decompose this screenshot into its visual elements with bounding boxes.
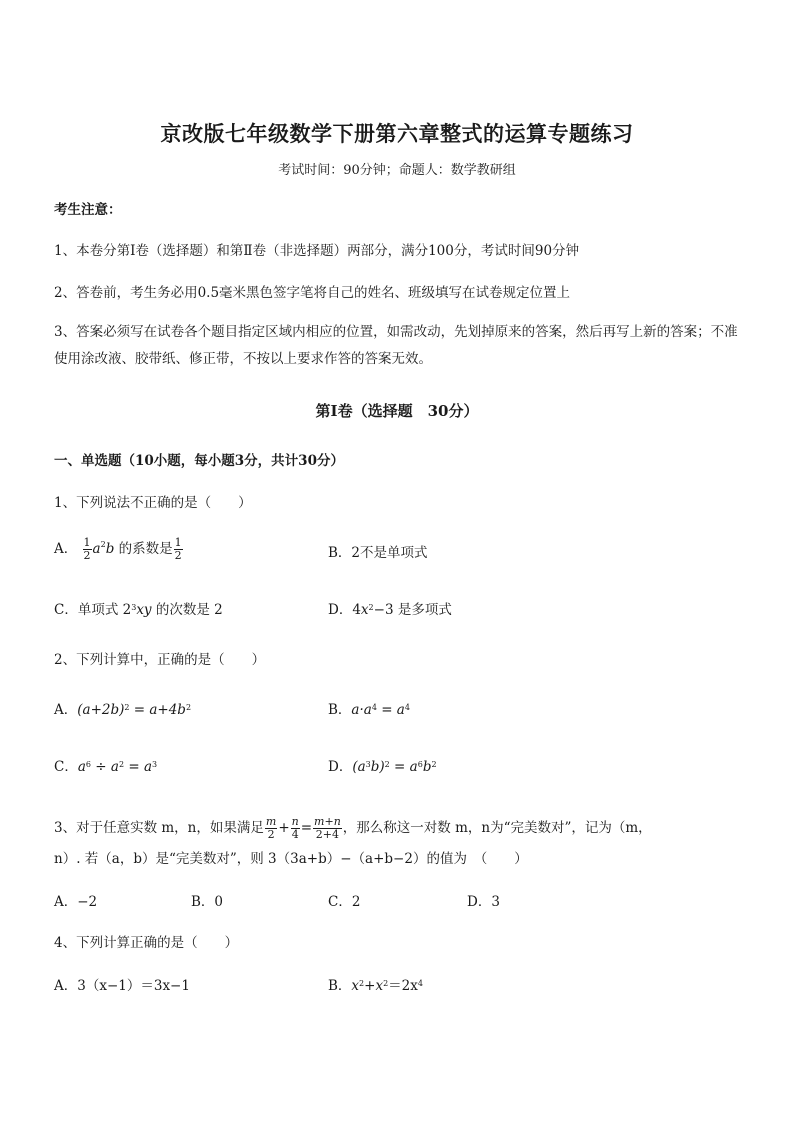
fraction: $\frac{m+n}{2+4}$: [314, 815, 341, 841]
q3-option-b[interactable]: B．0: [191, 894, 224, 910]
q3-option-c[interactable]: C．2: [328, 894, 361, 910]
notice-item-1: 1、本卷分第Ⅰ卷（选择题）和第Ⅱ卷（非选择题）两部分，满分100分，考试时间90分钟: [54, 243, 580, 259]
q2-option-d[interactable]: D．$(a^3b)^2 = a^6b^2$: [328, 759, 437, 775]
question-3-stem: 3、对于任意实数 m，n，如果满足 $\frac{m}{2}$ + $\frac{n}{4}$ = $\frac{m+n}{2+4}$ ，那么称这一对数 m，n为“完美数对”，记为（m，: [54, 815, 652, 841]
q2-option-c[interactable]: C．$a^6 \div a^2 = a^3$: [54, 759, 158, 775]
fraction: $\frac{1}{2}$: [83, 536, 91, 562]
exam-info: 考试时间：90分钟；命题人：数学教研组: [278, 163, 516, 178]
q1-option-a[interactable]: A． $\frac{1}{2}$ $a^2b$ 的系数是 $\frac{1}{2}$: [54, 536, 182, 562]
notice-heading: 考生注意：: [54, 202, 122, 218]
q1-option-c[interactable]: C．单项式 $2^3xy$ 的次数是 2: [54, 602, 223, 618]
fraction: $\frac{m}{2}$: [265, 815, 277, 841]
question-4-stem: 4、下列计算正确的是（ ）: [54, 935, 239, 951]
q3-option-a[interactable]: A．−2: [54, 894, 98, 910]
section-title: 第Ⅰ卷（选择题 30分）: [315, 402, 479, 420]
part-heading: 一、单选题（10小题，每小题3分，共计30分）: [54, 453, 344, 469]
notice-item-2: 2、答卷前，考生务必用0.5毫米黑色签字笔将自己的姓名、班级填写在试卷规定位置上: [54, 285, 571, 301]
option-label: A．: [54, 541, 78, 557]
q1-option-b[interactable]: B．2不是单项式: [328, 545, 428, 561]
q2-option-b[interactable]: B．$a\cdot a^4 = a^4$: [328, 702, 410, 718]
q3-option-d[interactable]: D．3: [467, 894, 500, 910]
q4-option-a[interactable]: A．3（x−1）＝3x−1: [54, 978, 190, 994]
fraction: $\frac{1}{2}$: [174, 536, 182, 562]
question-1-stem: 1、下列说法不正确的是（ ）: [54, 495, 252, 511]
fraction: $\frac{n}{4}$: [291, 815, 299, 841]
q4-option-b[interactable]: B．$x^2+x^2=2x^4$: [328, 978, 423, 994]
notice-item-3: 3、答案必须写在试卷各个题目指定区域内相应的位置，如需改动，先划掉原来的答案，然后再写上新的答案；不准使用涂改液、胶带纸、修正带，不按以上要求作答的答案无效。: [54, 324, 738, 367]
page-title: 京改版七年级数学下册第六章整式的运算专题练习: [160, 121, 634, 146]
question-3-stem-line2: n）. 若（a，b）是“完美数对”，则 3（3a+b）−（a+b−2）的值为 （ ）: [54, 851, 528, 867]
q1-option-d[interactable]: D．$4x^2-3$ 是多项式: [328, 602, 452, 618]
q2-option-a[interactable]: A．$(a+2b)^2 = a+4b^2$: [54, 702, 192, 718]
question-2-stem: 2、下列计算中，正确的是（ ）: [54, 652, 266, 668]
